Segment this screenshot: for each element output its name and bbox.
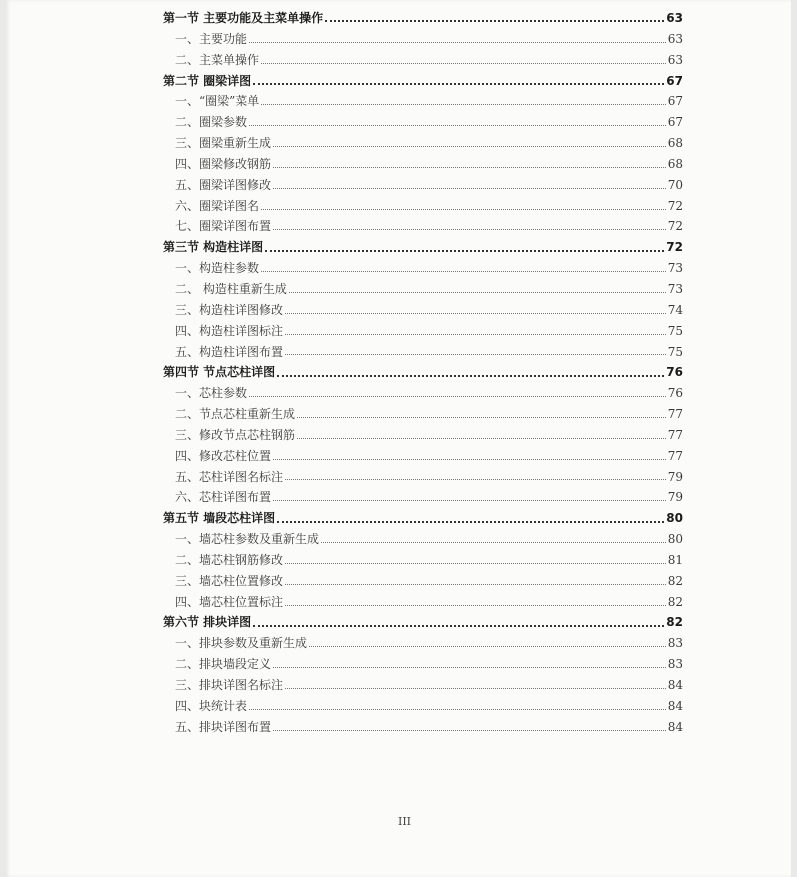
toc-page-number: 80 [667,532,683,547]
dot-leader [261,104,665,105]
toc-page-number: 72 [666,240,683,255]
dot-leader [249,125,666,126]
toc-page-number: 79 [667,469,683,484]
toc-entry-title: 五、构造柱详图布置 [175,344,284,359]
toc-item-row [163,446,683,467]
toc-page-number: 70 [667,177,683,192]
toc-entry-title: 第一节 主要功能及主菜单操作 [163,11,324,25]
dot-leader [253,83,664,85]
toc-entry-title: 一、芯柱参数 [175,386,248,401]
toc-entry-title: 第二节 圈梁详图 [163,73,252,88]
toc-page-number: 72 [667,219,683,234]
toc-entry-title: 一、“圈梁”菜单 [175,94,260,109]
toc-page-number: 63 [667,52,683,67]
dot-leader [285,354,666,355]
toc-entry-title: 四、墙芯柱位置标注 [175,594,284,609]
toc-item-row [163,258,683,279]
toc-page-number: 79 [667,490,683,505]
toc-page-number: 73 [667,281,683,296]
toc-item-row [163,196,683,217]
dot-leader [273,459,666,460]
toc-entry-title: 三、修改节点芯柱钢筋 [175,427,296,442]
toc-entry-title: 二、墙芯柱钢筋修改 [175,552,284,567]
dot-leader [277,375,664,377]
toc-item-row [163,487,683,508]
toc-entry-title: 七、圈梁详图布置 [175,219,272,234]
toc-entry-title: 第三节 构造柱详图 [163,240,264,255]
toc-page-number: 82 [667,573,683,588]
dot-leader [285,479,666,480]
toc-page-number: 84 [667,719,683,734]
toc-item-row [163,529,683,550]
toc-item-row [163,592,683,613]
dot-leader [273,188,666,189]
toc-section-row [163,237,683,258]
toc-item-row [163,279,683,300]
dot-leader [261,63,666,64]
toc-item-row [163,675,683,696]
toc-item-row [163,717,683,738]
toc-page-number: 63 [666,11,683,25]
toc-item-row [163,50,683,71]
toc-item-row [163,133,683,154]
dot-leader [253,625,664,627]
dot-leader [285,584,666,585]
toc-entry-title: 六、芯柱详图布置 [175,490,272,505]
toc-entry-title: 第五节 墙段芯柱详图 [163,511,276,526]
toc-item-row [163,633,683,654]
toc-item-row [163,321,683,342]
dot-leader [273,667,666,668]
dot-leader [285,313,666,314]
toc-item-row [163,342,683,363]
dot-leader [297,417,666,418]
toc-page-number: 84 [667,698,683,713]
toc-entry-title: 一、排块参数及重新生成 [175,636,308,651]
toc-page-number: 75 [667,344,683,359]
toc-entry-title: 三、构造柱详图修改 [175,302,284,317]
toc-entry-title: 四、块统计表 [175,698,248,713]
toc-page-number: 63 [667,31,683,46]
toc-page-number: 84 [667,678,683,692]
toc-page-number: 82 [666,615,683,630]
dot-leader [285,334,666,335]
toc-entry-title: 三、圈梁重新生成 [175,136,272,151]
toc-page-number: 67 [666,73,683,88]
toc-item-row [163,654,683,675]
toc-entry-title: 三、墙芯柱位置修改 [175,573,284,588]
toc-entry-title: 一、主要功能 [175,31,248,46]
toc-item-row [163,571,683,592]
toc-item-row [163,550,683,571]
toc-page-number: 81 [667,552,683,567]
toc-entry-title: 一、墙芯柱参数及重新生成 [175,532,320,547]
toc-entry-title: 二、排块墙段定义 [175,657,272,672]
toc-item-row [163,175,683,196]
toc-page-number: 75 [667,323,683,338]
toc-page-number: 67 [667,115,683,130]
document-page [6,0,791,877]
toc-item-row [163,696,683,717]
toc-item-row [163,91,683,112]
toc-item-row [163,300,683,321]
toc-page-number: 76 [667,386,683,401]
toc-entry-title: 四、构造柱详图标注 [175,323,284,338]
dot-leader [249,42,666,43]
toc-entry-title: 二、 构造柱重新生成 [175,281,287,296]
dot-leader [285,605,666,606]
dot-leader [285,688,666,689]
toc-entry-title: 二、主菜单操作 [175,52,260,67]
toc-page-number: 76 [666,365,683,380]
toc-section-row [163,508,683,529]
toc-page-number: 74 [667,302,683,317]
dot-leader [273,730,666,731]
dot-leader [249,709,666,710]
dot-leader [297,438,666,439]
toc-item-row [163,425,683,446]
toc-page-number: 83 [667,657,683,672]
dot-leader [261,209,666,210]
dot-leader [309,646,666,647]
toc-item-row [163,29,683,50]
toc-page-number: 77 [667,448,683,463]
toc-entry-title: 第四节 节点芯柱详图 [163,365,276,380]
toc-entry-title: 二、节点芯柱重新生成 [175,407,296,422]
toc-item-row [163,112,683,133]
toc-section-row [163,8,683,29]
dot-leader [285,563,666,564]
toc-page-number: 73 [667,261,683,276]
toc-section-row [163,71,683,92]
toc-entry-title: 五、芯柱详图名标注 [175,469,284,484]
toc-entry-title: 四、圈梁修改钢筋 [175,156,272,171]
toc-section-row [163,612,683,633]
toc-page-number: 72 [667,198,683,213]
toc-entry-title: 一、构造柱参数 [175,261,260,276]
toc-section-row [163,362,683,383]
dot-leader [277,521,664,523]
dot-leader [273,229,666,230]
dot-leader [249,396,666,397]
toc-entry-title: 五、圈梁详图修改 [175,177,272,192]
toc-entry-title: 六、圈梁详图名 [175,198,260,213]
dot-leader [261,271,666,272]
toc-page-number: 68 [667,136,683,151]
toc-page-number: 68 [667,156,683,171]
toc-item-row [163,154,683,175]
toc-page-number: 82 [667,594,683,609]
dot-leader [289,292,666,293]
dot-leader [273,500,666,501]
page-folio: III [397,815,412,828]
toc-entry-title: 二、圈梁参数 [175,115,248,130]
toc-entry-title: 五、排块详图布置 [175,719,272,734]
toc-entry-title: 第六节 排块详图 [163,615,252,630]
toc-entry-title: 三、排块详图名标注 [175,678,284,692]
dot-leader [265,250,664,252]
toc-page-number: 77 [667,427,683,442]
toc-page-number: 77 [667,407,683,422]
dot-leader [273,167,666,168]
dot-leader [273,146,666,147]
toc-page-number: 67 [667,94,683,109]
toc-item-row [163,467,683,488]
toc-page-number: 83 [667,636,683,651]
toc-item-row [163,404,683,425]
toc-item-row [163,216,683,237]
toc-item-row [163,383,683,404]
toc-page-number: 80 [666,511,683,526]
dot-leader [321,542,666,543]
table-of-contents [163,8,683,738]
dot-leader [325,20,664,22]
toc-entry-title: 四、修改芯柱位置 [175,448,272,463]
